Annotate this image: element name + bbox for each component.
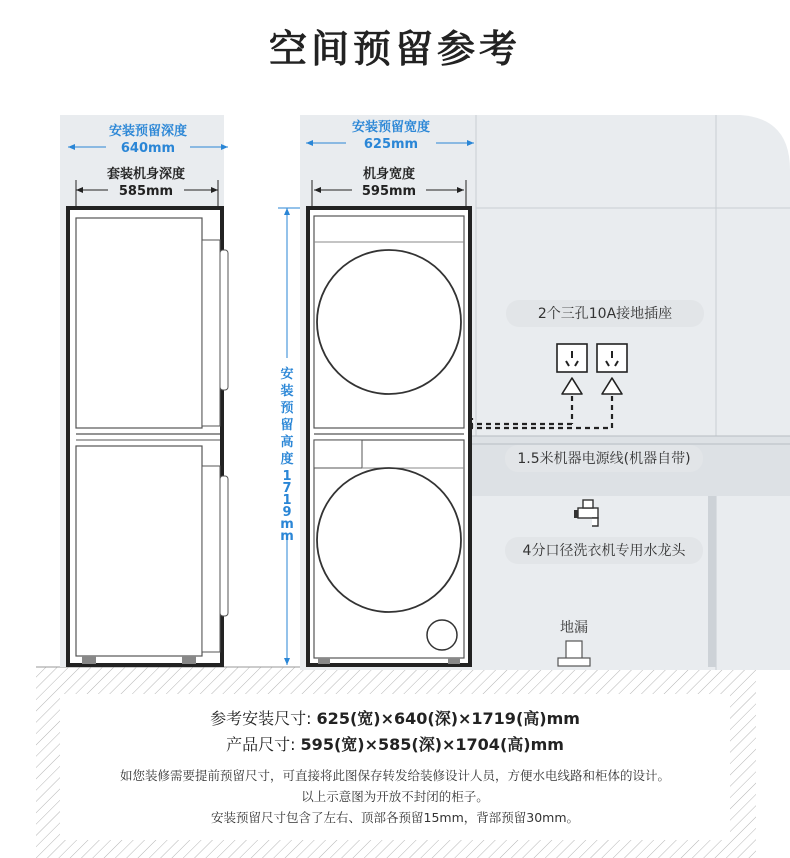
install-size-prefix: 参考安装尺寸: [210, 709, 317, 728]
note-line: 如您装修需要提前预留尺寸，可直接将此图保存转发给装修设计人员，方便水电线路和柜体的设计。 [119, 768, 670, 783]
spec-panel [60, 694, 730, 840]
install-height-char: 1 [282, 493, 292, 508]
product-size-line [60, 732, 730, 755]
install-size-value: 625(宽)×640(深)×1719(高)mm [316, 709, 580, 728]
install-height-char: 装 [280, 384, 294, 399]
install-height-char: 度 [280, 452, 294, 467]
install-size-line [60, 706, 730, 729]
cord-label: 1.5米机器电源线(机器自带) [517, 451, 691, 467]
install-height-char: 安 [280, 367, 294, 382]
body-depth-value: 585mm [118, 184, 174, 199]
page-title: 空间预留参考 [268, 27, 521, 71]
install-height-char: 预 [280, 401, 294, 416]
install-height-char: m [280, 517, 294, 532]
install-height-char: 1 [282, 469, 292, 484]
install-height-char: 高 [280, 435, 294, 450]
install-height-dimension [278, 208, 300, 665]
drain-label: 地漏 [560, 620, 588, 636]
install-width-value: 625mm [363, 137, 419, 152]
install-height-char: 留 [280, 418, 294, 433]
install-width-label: 安装预留宽度 [351, 120, 431, 135]
body-depth-label: 套装机身深度 [106, 167, 186, 182]
note-line: 安装预留尺寸包含了左右、顶部各预留15mm，背部预留30mm。 [210, 810, 580, 825]
install-depth-label: 安装预留深度 [108, 124, 188, 139]
faucet-label: 4分口径洗衣机专用水龙头 [522, 543, 686, 559]
socket-label: 2个三孔10A接地插座 [537, 306, 673, 322]
note-line: 以上示意图为开放不封闭的柜子。 [301, 789, 489, 804]
install-height-label [280, 366, 294, 544]
side-view [60, 115, 228, 667]
install-height-char: 7 [282, 481, 292, 496]
socket-icon [557, 344, 587, 372]
install-height-char: 9 [282, 505, 292, 520]
socket-icon [597, 344, 627, 372]
body-width-value: 595mm [361, 184, 417, 199]
install-height-char: m [280, 529, 294, 544]
product-size-prefix: 产品尺寸: [226, 735, 301, 754]
body-width-label: 机身宽度 [362, 167, 416, 182]
install-depth-value: 640mm [120, 141, 176, 156]
product-size-value: 595(宽)×585(深)×1704(高)mm [300, 735, 564, 754]
